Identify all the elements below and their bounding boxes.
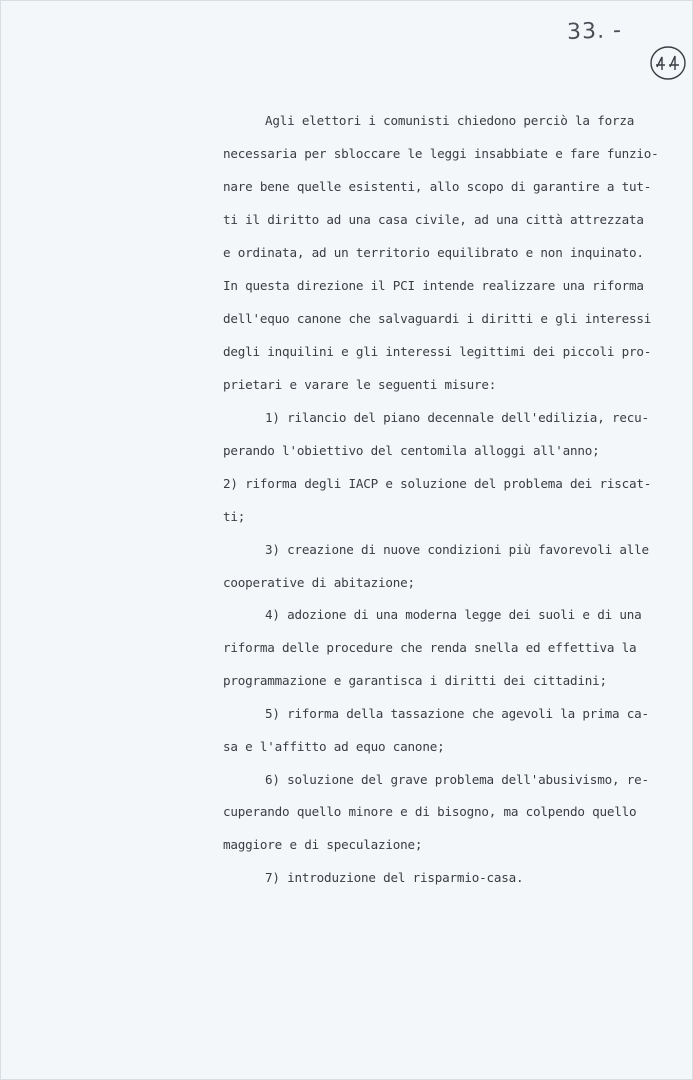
text-line: 3) creazione di nuove condizioni più favorevoli alle [265,542,649,557]
text-line: degli inquilini e gli interessi legittimi dei piccoli pro- [223,344,652,359]
text-line: 5) riforma della tassazione che agevoli la prima ca- [265,706,649,721]
text-line: cooperative di abitazione; [223,575,415,590]
text-line: 4) adozione di una moderna legge dei suoli e di una [265,607,642,622]
text-line: 1) rilancio del piano decennale dell'edilizia, recu- [265,410,649,425]
text-line: Agli elettori i comunisti chiedono perciò la forza [265,113,635,128]
text-line: ti il diritto ad una casa civile, ad una città attrezzata [223,212,644,227]
text-line: In questa direzione il PCI intende realizzare una riforma [223,278,644,293]
text-line: dell'equo canone che salvaguardi i diritti e gli interessi [223,311,652,326]
text-line: ti; [223,509,246,524]
text-line: programmazione e garantisca i diritti dei cittadini; [223,673,607,688]
text-line: perando l'obiettivo del centomila alloggi all'anno; [223,443,600,458]
text-line: maggiore e di speculazione; [223,837,423,852]
text-line: 6) soluzione del grave problema dell'abusivismo, re- [265,772,649,787]
text-line: 7) introduzione del risparmio-casa. [265,870,524,885]
handwritten-page-number-stamp [648,43,688,83]
text-line: sa e l'affitto ad equo canone; [223,739,445,754]
text-line: nare bene quelle esistenti, allo scopo di garantire a tut- [223,179,652,194]
text-line: necessaria per sbloccare le leggi insabbiate e fare funzio- [223,146,659,161]
text-line: 2) riforma degli IACP e soluzione del problema dei riscat- [223,476,652,491]
text-line: e ordinata, ad un territorio equilibrato e non inquinato. [223,245,644,260]
text-line: riforma delle procedure che renda snella ed effettiva la [223,640,637,655]
page-number: 33. - [566,18,623,45]
text-line: cuperando quello minore e di bisogno, ma colpendo quello [223,804,637,819]
text-line: prietari e varare le seguenti misure: [223,377,497,392]
